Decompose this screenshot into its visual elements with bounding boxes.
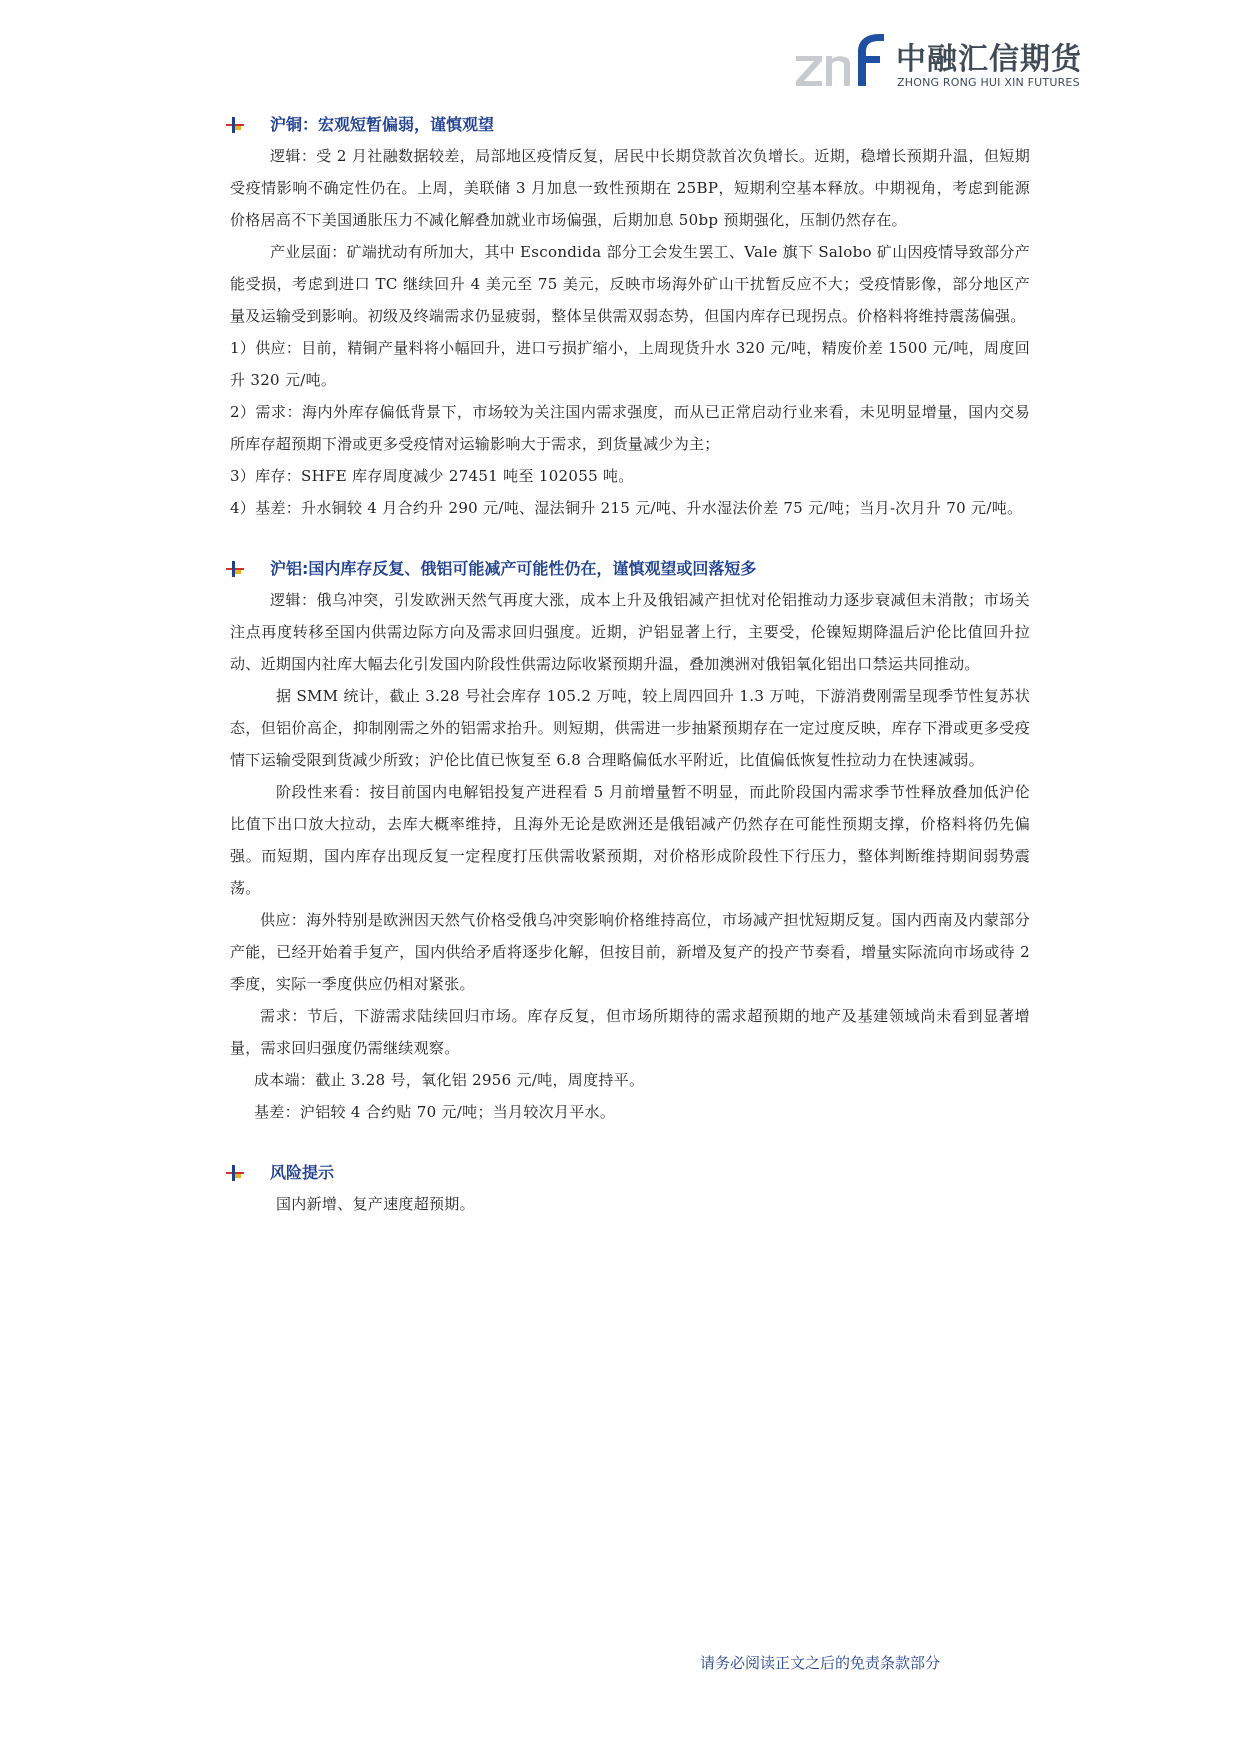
- paragraph: 阶段性来看：按目前国内电解铝投复产进程看 5 月前增量暂不明显，而此阶段国内需求季节性释放叠加低沪伦比值下出口放大拉动，去库大概率维持，且海外无论是欧洲还是俄铝减产仍然存在可能性预期支撑，价格料将仍先偏强。而短期，国内库存出现反复一定程度打压供需收紧预期，对价格形成阶段性下行压力，整体判断维持期间弱势震荡。: [230, 783, 1030, 897]
- logo-english-name: ZHONG RONG HUI XIN FUTURES: [897, 76, 1080, 89]
- section-heading: [228, 110, 1030, 140]
- paragraph: 4）基差：升水铜较 4 月合约升 290 元/吨、湿法铜升 215 元/吨、升水湿法价差 75 元/吨；当月-次月升 70 元/吨。: [230, 499, 1023, 517]
- section-copper: [230, 110, 1030, 524]
- bullet-icon: [226, 1165, 244, 1181]
- znf-logo-mark-icon: [796, 30, 892, 92]
- section-heading-text: 沪铜：宏观短暂偏弱，谨慎观望: [270, 115, 495, 134]
- bullet-icon: [226, 561, 244, 577]
- paragraph: 逻辑：俄乌冲突，引发欧洲天然气再度大涨，成本上升及俄铝减产担忧对伦铝推动力逐步衰减但未消散；市场关注点再度转移至国内供需边际方向及需求回归强度。近期，沪铝显著上行，主要受，伦镍短期降温后沪伦比值回升拉动、近期国内社库大幅去化引发国内阶段性供需边际收紧预期升温，叠加澳洲对俄铝氧化铝出口禁运共同推动。: [230, 591, 1030, 673]
- bullet-icon: [226, 117, 244, 133]
- section-risk: [230, 1158, 1030, 1220]
- section-heading: [228, 554, 1030, 584]
- logo-chinese-name: 中融汇信期货: [896, 42, 1082, 77]
- section-heading: [228, 1158, 1030, 1188]
- paragraph: 供应：海外特别是欧洲因天然气价格受俄乌冲突影响价格维持高位，市场减产担忧短期反复。国内西南及内蒙部分产能，已经开始着手复产，国内供给矛盾将逐步化解，但按目前，新增及复产的投产节奏看，增量实际流向市场或待 2 季度，实际一季度供应仍相对紧张。: [230, 911, 1030, 993]
- paragraph: 基差：沪铝较 4 合约贴 70 元/吨；当月较次月平水。: [254, 1103, 616, 1121]
- paragraph: 需求：节后，下游需求陆续回归市场。库存反复，但市场所期待的需求超预期的地产及基建领域尚未看到显著增量，需求回归强度仍需继续观察。: [230, 1007, 1030, 1057]
- section-aluminium: [230, 554, 1030, 1128]
- paragraph: 据 SMM 统计，截止 3.28 号社会库存 105.2 万吨，较上周四回升 1.3 万吨，下游消费刚需呈现季节性复苏状态，但铝价高企，抑制刚需之外的铝需求抬升。则短期，供需进一步抽紧预期存在一定过度反映，库存下滑或更多受疫情下运输受限到货减少所致；沪伦比值已恢复至 6.8 合理略偏低水平附近，比值偏低恢复性拉动力在快速减弱。: [230, 687, 1030, 769]
- paragraph: 1）供应：目前，精铜产量料将小幅回升，进口亏损扩缩小，上周现货升水 320 元/吨，精废价差 1500 元/吨，周度回升 320 元/吨。: [230, 339, 1030, 389]
- paragraph: 3）库存：SHFE 库存周度减少 27451 吨至 102055 吨。: [230, 467, 634, 485]
- paragraph: 产业层面：矿端扰动有所加大，其中 Escondida 部分工会发生罢工、Vale 旗下 Salobo 矿山因疫情导致部分产能受损，考虑到进口 TC 继续回升 4 美元至 75 美元，反映市场海外矿山干扰暂反应不大；受疫情影像，部分地区产量及运输受到影响。初级及终端需求仍显疲弱，整体呈供需双弱态势，但国内库存已现拐点。价格料将维持震荡偏强。: [230, 243, 1030, 325]
- footer-disclaimer: 请务必阅读正文之后的免责条款部分: [700, 1654, 941, 1672]
- paragraph: 逻辑：受 2 月社融数据较差，局部地区疫情反复，居民中长期贷款首次负增长。近期，稳增长预期升温，但短期受疫情影响不确定性仍在。上周，美联储 3 月加息一致性预期在 25BP，短期利空基本释放。中期视角，考虑到能源价格居高不下美国通胀压力不减化解叠加就业市场偏强，后期加息 50bp 预期强化，压制仍然存在。: [230, 147, 1030, 229]
- paragraph: 国内新增、复产速度超预期。: [276, 1195, 475, 1213]
- paragraph: 2）需求：海内外库存偏低背景下，市场较为关注国内需求强度，而从已正常启动行业来看，未见明显增量，国内交易所库存超预期下滑或更多受疫情对运输影响大于需求，到货量减少为主；: [230, 403, 1030, 453]
- company-logo: [796, 30, 1082, 92]
- paragraph: 成本端：截止 3.28 号，氧化铝 2956 元/吨，周度持平。: [254, 1071, 645, 1089]
- section-heading-text: 沪铝:国内库存反复、俄铝可能减产可能性仍在，谨慎观望或回落短多: [270, 559, 757, 578]
- document-body: [230, 110, 1030, 1250]
- section-heading-text: 风险提示: [270, 1163, 335, 1182]
